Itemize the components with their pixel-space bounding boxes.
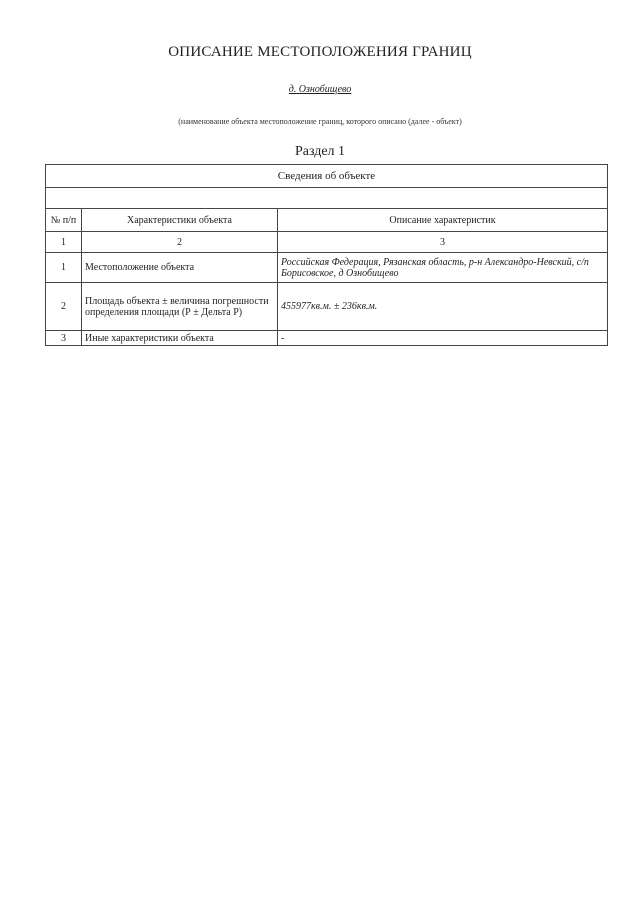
row-description: -	[278, 331, 608, 346]
object-name: д. Ознобищево	[288, 84, 352, 95]
page-title: ОПИСАНИЕ МЕСТОПОЛОЖЕНИЯ ГРАНИЦ	[168, 44, 472, 60]
table-blank-row	[46, 188, 608, 209]
column-header-characteristic: Характеристики объекта	[82, 209, 278, 232]
column-number-row	[46, 232, 608, 253]
row-characteristic: Иные характеристики объекта	[82, 331, 278, 346]
row-description: 455977кв.м. ± 236кв.м.	[278, 283, 608, 331]
object-caption: (наименование объекта местоположение границ, которого описано (далее - объект)	[178, 117, 462, 126]
blank-cell	[46, 188, 608, 209]
column-header-num: № п/п	[46, 209, 82, 232]
table-header: Сведения об объекте	[46, 165, 608, 188]
table-row	[46, 253, 608, 283]
column-header-description: Описание характеристик	[278, 209, 608, 232]
row-characteristic: Площадь объекта ± величина погрешности определения площади (Р ± Дельта Р)	[82, 283, 278, 331]
row-characteristic: Местоположение объекта	[82, 253, 278, 283]
column-number-3: 3	[278, 232, 608, 253]
column-number-2: 2	[82, 232, 278, 253]
table-header-row	[46, 165, 608, 188]
table-row	[46, 331, 608, 346]
row-num: 1	[46, 253, 82, 283]
column-number-1: 1	[46, 232, 82, 253]
row-num: 3	[46, 331, 82, 346]
object-info-table	[45, 164, 608, 346]
column-header-row	[46, 209, 608, 232]
section-title: Раздел 1	[294, 144, 346, 159]
row-num: 2	[46, 283, 82, 331]
row-description: Российская Федерация, Рязанская область, р-н Александро-Невский, с/п Борисовское, д Ознобищево	[278, 253, 608, 283]
table-row	[46, 283, 608, 331]
